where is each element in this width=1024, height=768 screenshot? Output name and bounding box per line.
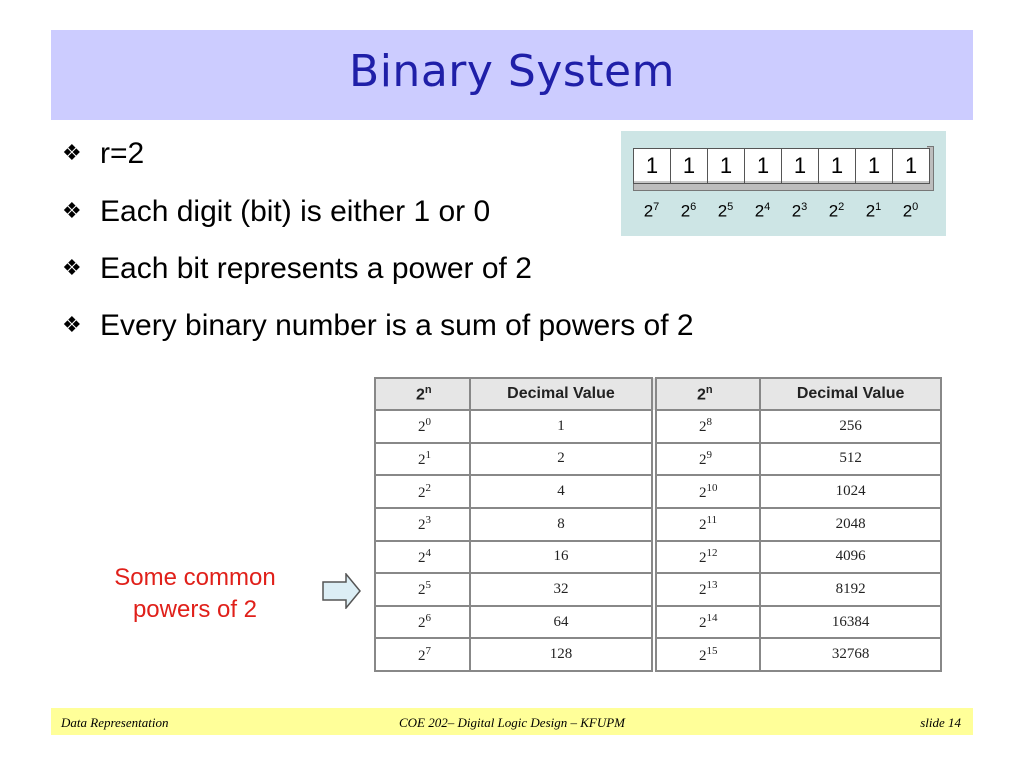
table-row [375,638,941,671]
decimal-cell: 16384 [760,606,941,639]
bullet-text: r=2 [100,137,145,170]
decimal-cell: 8192 [760,573,941,606]
bit-cell: 1 [744,148,781,184]
bit-cell: 1 [855,148,892,184]
bit-power-label: $2^3$ [791,201,808,221]
decimal-cell: 8 [470,508,654,541]
common-powers-caption: Some common powers of 2 [114,564,276,623]
bit-cell: 1 [707,148,744,184]
footer-slide-number: slide 14 [920,715,961,730]
power-cell: $2^6$ [375,606,470,639]
decimal-cell: 512 [760,443,941,476]
decimal-cell: 1024 [760,475,941,508]
footer-bar [51,708,973,735]
power-cell: $2^{10}$ [654,475,760,508]
decimal-cell: 256 [760,410,941,443]
bits-depth-shade [633,183,928,191]
power-cell: $2^4$ [375,541,470,574]
power-cell: $2^{12}$ [654,541,760,574]
table-row [375,410,941,443]
diamond-bullet-icon: ❖ [62,256,82,281]
bullet-text: Every binary number is a sum of powers of 2 [100,309,694,342]
power-cell: $2^1$ [375,443,470,476]
footer-course: COE 202– Digital Logic Design – KFUPM [398,715,626,730]
decimal-cell: 32 [470,573,654,606]
header-decimal-value: Decimal Value [760,378,941,410]
table-header-row [375,378,941,410]
footer-section: Data Representation [61,715,169,730]
bit-cell: 1 [781,148,818,184]
table-row [375,508,941,541]
power-cell: $2^3$ [375,508,470,541]
bullet-text: Each digit (bit) is either 1 or 0 [100,195,491,228]
bit-power-label: $2^1$ [865,201,882,221]
power-cell: $2^5$ [375,573,470,606]
decimal-cell: 64 [470,606,654,639]
header-power: 2$^n$ [654,378,760,410]
decimal-cell: 16 [470,541,654,574]
bit-power-label: $2^7$ [643,201,660,221]
decimal-cell: 32768 [760,638,941,671]
diamond-bullet-icon: ❖ [62,313,82,338]
header-power: 2$^n$ [375,378,470,410]
table-row [375,475,941,508]
slide-title: Binary System [349,46,675,97]
decimal-cell: 128 [470,638,654,671]
bullet-item [62,309,694,343]
table-row [375,606,941,639]
table-row [375,541,941,574]
bit-cell: 1 [892,148,930,184]
bit-power-label: $2^2$ [828,201,845,221]
diamond-bullet-icon: ❖ [62,141,82,166]
power-cell: $2^8$ [654,410,760,443]
bullet-item [62,195,490,229]
bit-cell: 1 [670,148,707,184]
bullet-text: Each bit represents a power of 2 [100,252,532,285]
diamond-bullet-icon: ❖ [62,199,82,224]
bit-cell: 1 [633,148,670,184]
header-decimal-value: Decimal Value [470,378,654,410]
power-cell: $2^7$ [375,638,470,671]
bit-powers-row [633,201,929,222]
decimal-cell: 4 [470,475,654,508]
bullet-item [62,252,532,286]
power-cell: $2^{11}$ [654,508,760,541]
bit-power-label: $2^5$ [717,201,734,221]
bit-power-label: $2^6$ [680,201,697,221]
bit-cell: 1 [818,148,855,184]
bits-row [633,148,930,183]
decimal-cell: 4096 [760,541,941,574]
bit-power-label: $2^0$ [902,201,919,221]
table-row [375,573,941,606]
bullet-item [62,137,144,171]
binary-bits-figure [621,131,946,236]
power-cell: $2^9$ [654,443,760,476]
powers-of-two-table [374,377,942,672]
power-cell: $2^{13}$ [654,573,760,606]
decimal-cell: 1 [470,410,654,443]
power-cell: $2^{15}$ [654,638,760,671]
table-row [375,443,941,476]
power-cell: $2^{14}$ [654,606,760,639]
decimal-cell: 2 [470,443,654,476]
power-cell: $2^0$ [375,410,470,443]
decimal-cell: 2048 [760,508,941,541]
right-arrow-icon [322,573,362,609]
bit-power-label: $2^4$ [754,201,771,221]
power-cell: $2^2$ [375,475,470,508]
